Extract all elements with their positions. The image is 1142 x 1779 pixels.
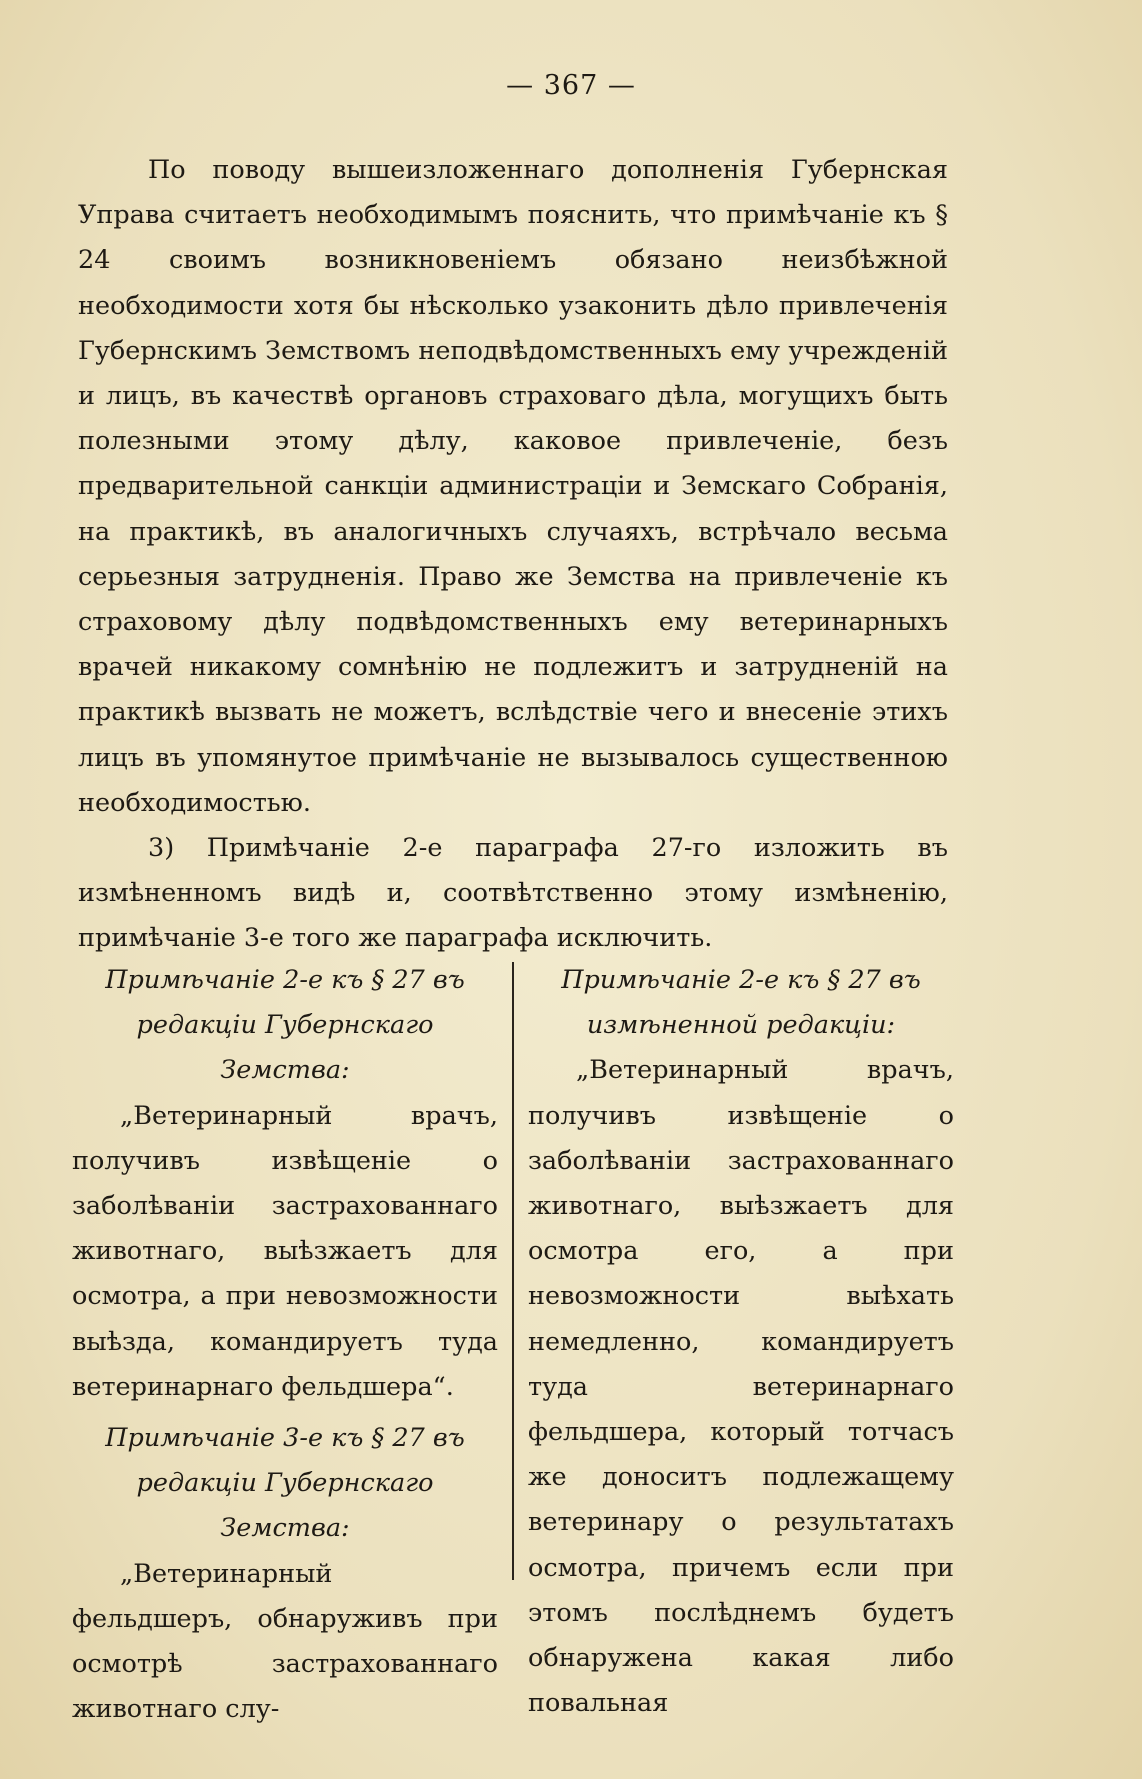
right-column	[514, 958, 954, 1732]
paragraph-item-3: 3) Примѣчаніе 2-е параграфа 27-го изложить въ измѣненномъ видѣ и, соотвѣтственно этому измѣненію, примѣчаніе 3-е того же параграфа исключить.	[78, 833, 948, 954]
page-number: — 367 —	[506, 70, 636, 101]
note2-original-text: „Ветеринарный врачъ, получивъ извѣщеніе о заболѣваніи застрахованнаго животнаго, выѣзжаетъ для осмотра, а при невозможности выѣзда, командируетъ туда ветеринарнаго фельдшера“.	[72, 1100, 498, 1402]
comparison-columns	[72, 958, 960, 1732]
left-column	[72, 958, 512, 1732]
note2-original-heading: Примѣчаніе 2-е къ § 27 въ редакціи Губернскаго Земства:	[105, 965, 465, 1086]
note2-amended-heading: Примѣчаніе 2-е къ § 27 въ измѣненной редакціи:	[561, 965, 921, 1041]
note3-original-text: „Ветеринарный фельдшеръ, обнаруживъ при осмотрѣ застрахованнаго животнаго слу-	[72, 1558, 498, 1725]
note2-amended-text: „Ветеринарный врачъ, получивъ извѣщеніе о заболѣваніи застрахованнаго животнаго, выѣзжаетъ для осмотра его, а при невозможности выѣхать немедленно, командируетъ туда ветеринарнаго фельдшера, который тотчасъ же доноситъ подлежащему ветеринару о результатахъ осмотра, причемъ если при этомъ послѣднемъ будетъ обнаружена какая либо повальная	[528, 1055, 954, 1719]
note3-original-heading: Примѣчаніе 3-е къ § 27 въ редакціи Губернскаго Земства:	[105, 1423, 465, 1544]
paragraph-explanation: По поводу вышеизложеннаго дополненія Губернская Управа считаетъ необходимымъ пояснить, что примѣчаніе къ § 24 своимъ возникновеніемъ обязано неизбѣжной необходимости хотя бы нѣсколько узаконить дѣло привлеченія Губернскимъ Земствомъ неподвѣдомственныхъ ему учрежденій и лицъ, въ качествѣ органовъ страховаго дѣла, могущихъ быть полезными этому дѣлу, каковое привлеченіе, безъ предварительной санкціи администраціи и Земскаго Собранія, на практикѣ, въ аналогичныхъ случаяхъ, встрѣчало весьма серьезныя затрудненія. Право же Земства на привлеченіе къ страховому дѣлу подвѣдомственныхъ ему ветеринарныхъ врачей никакому сомнѣнію не подлежитъ и затрудненій на практикѣ вызвать не можетъ, вслѣдствіе чего и внесеніе этихъ лицъ въ упомянутое примѣчаніе не вызывалось существенною необходимостью.	[78, 155, 948, 818]
main-text	[78, 148, 948, 962]
